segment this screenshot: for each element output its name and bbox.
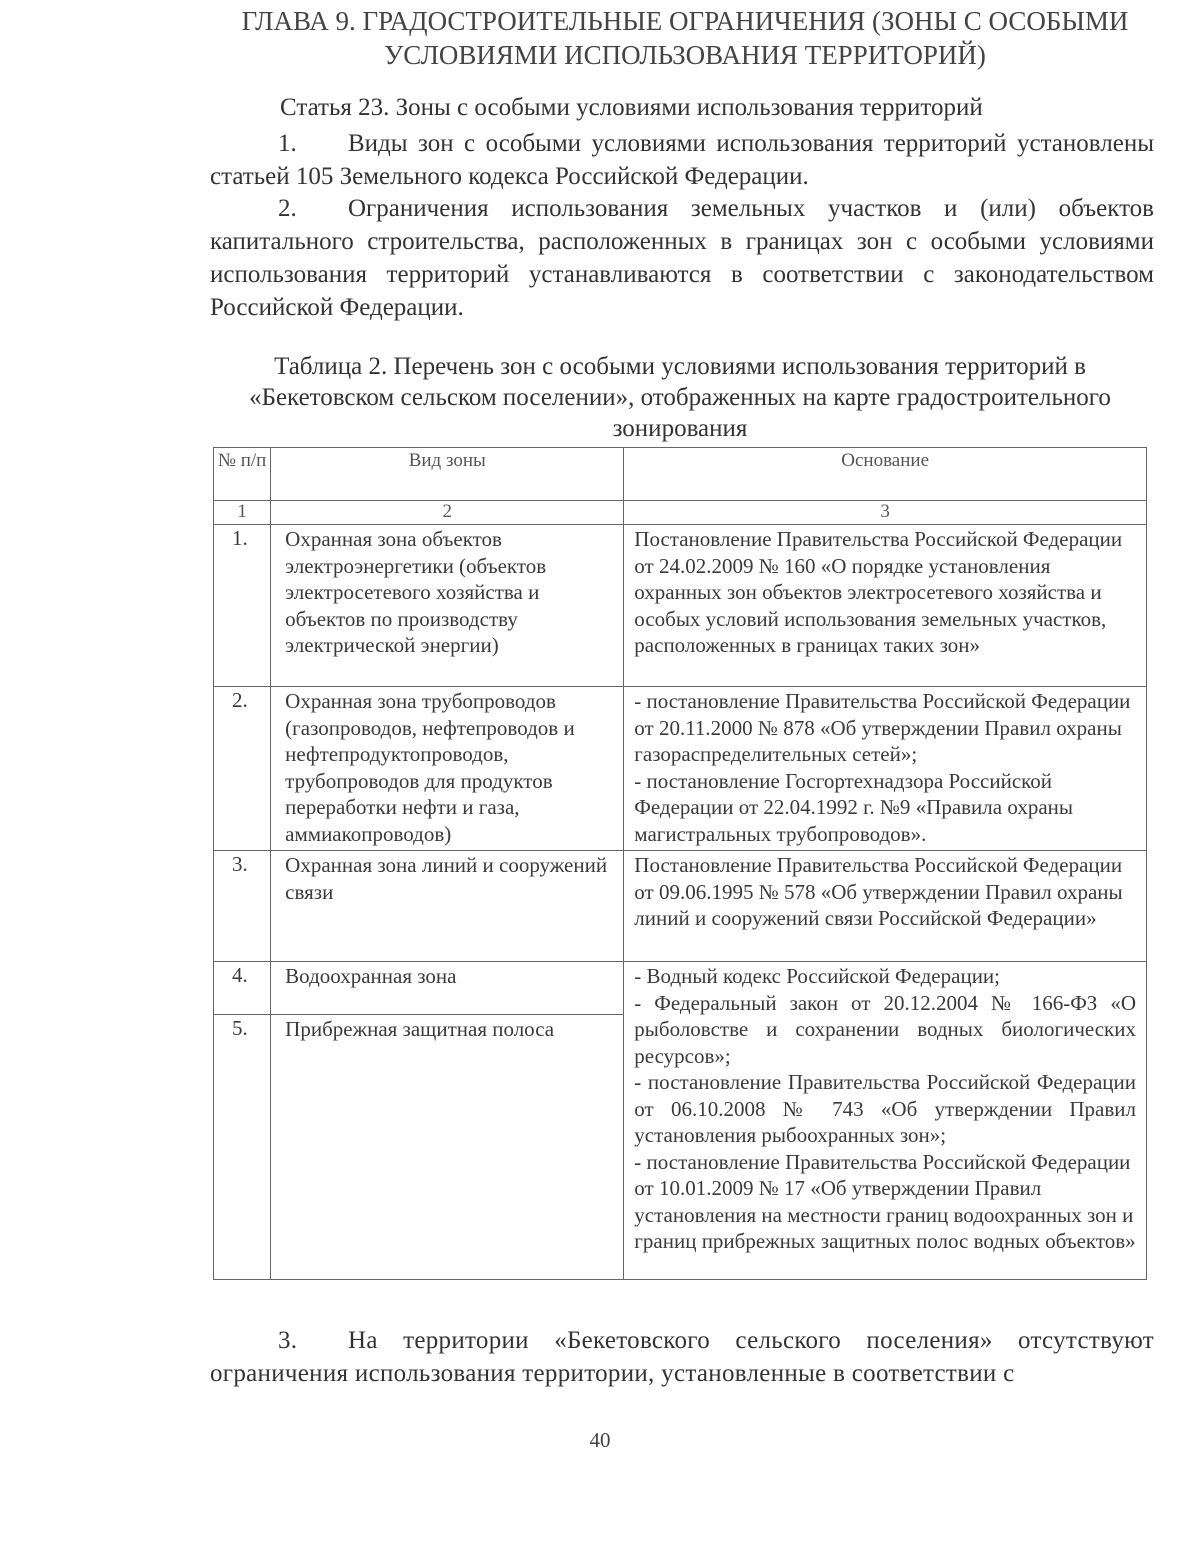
shared-basis-cell: [624, 962, 1147, 1280]
table-row: [214, 851, 1147, 962]
paragraph-2: [210, 192, 1154, 324]
paragraph-3: [210, 1324, 1154, 1390]
basis-line: - постановление Правительства Российской Федерации от 06.10.2008 № 743 «Об утверждении Правил установления рыбоохранных зон»;: [634, 1070, 1136, 1147]
chapter-title: ГЛАВА 9. ГРАДОСТРОИТЕЛЬНЫЕ ОГРАНИЧЕНИЯ (ЗОНЫ С ОСОБЫМИ УСЛОВИЯМИ ИСПОЛЬЗОВАНИЯ ТЕРРИТОРИЙ): [241, 6, 1129, 70]
header-number: № п/п: [214, 448, 271, 501]
column-number-row: [214, 501, 1147, 525]
zones-table: [213, 447, 1147, 1280]
paragraph-number: 2.: [278, 195, 297, 222]
table-row: [214, 687, 1147, 851]
paragraph-text: Ограничения использования земельных участков и (или) объектов капитального строительства, расположенных в границах зон с особыми условиями использования территорий устанавливаются в соответствии с законодательством Российской Федерации.: [210, 195, 1154, 321]
basis-line: - Водный кодекс Российской Федерации;: [634, 964, 1001, 988]
column-number: 1: [214, 501, 271, 525]
paragraph-1: [210, 127, 1154, 193]
paragraph-text: На территории «Бекетовского сельского поселения» отсутствуют ограничения использования территории, установленные в соответствии с: [210, 1327, 1154, 1387]
table-caption: Таблица 2. Перечень зон с особыми условиями использования территорий в «Бекетовском сельском поселении», отображенных на карте градостроительного зонирования: [249, 353, 1111, 442]
basis-line: - Федеральный закон от 20.12.2004 № 166-ФЗ «О рыболовстве и сохранении водных биологических ресурсов»;: [634, 990, 1136, 1068]
zone-type-cell: Охранная зона трубопроводов (газопроводов, нефтепроводов и нефтепродуктопроводов, трубопроводов для продуктов переработки нефти и газа, аммиакопроводов): [271, 687, 624, 851]
column-number: 3: [624, 501, 1147, 525]
column-number: 2: [271, 501, 624, 525]
row-number: 1.: [214, 525, 271, 687]
table-row: [214, 525, 1147, 687]
row-number: 2.: [214, 687, 271, 851]
row-number: 4.: [214, 962, 271, 1015]
basis-cell: Постановление Правительства Российской Федерации от 09.06.1995 № 578 «Об утверждении Правил охраны линий и сооружений связи Российской Федерации»: [624, 851, 1147, 962]
paragraph-number: 1.: [278, 130, 297, 157]
table-row: [214, 962, 1147, 1015]
basis-cell: - постановление Правительства Российской Федерации от 20.11.2000 № 878 «Об утверждении Правил охраны газораспределительных сетей»; - постановление Госгортехнадзора Российской Федерации от 22.04.1992 г. №9 «Правила охраны магистральных трубопроводов».: [624, 687, 1147, 851]
paragraph-number: 3.: [278, 1327, 298, 1354]
zone-type-cell: Водоохранная зона: [271, 962, 624, 1015]
row-number: 3.: [214, 851, 271, 962]
article-title: Статья 23. Зоны с особыми условиями использования территорий: [280, 94, 983, 121]
zone-type-cell: Охранная зона объектов электроэнергетики (объектов электросетевого хозяйства и объектов по производству электрической энергии): [271, 525, 624, 687]
row-number: 5.: [214, 1015, 271, 1280]
basis-line: - постановление Правительства Российской Федерации от 10.01.2009 № 17 «Об утверждении Правил установления на местности границ водоохранных зон и границ прибрежных защитных полос водных объектов»: [634, 1149, 1136, 1253]
header-basis: Основание: [624, 448, 1147, 501]
page-number: 40: [589, 1428, 611, 1452]
zone-type-cell: Охранная зона линий и сооружений связи: [271, 851, 624, 962]
zone-type-cell: Прибрежная защитная полоса: [271, 1015, 624, 1280]
paragraph-text: Виды зон с особыми условиями использования территорий установлены статьей 105 Земельного кодекса Российской Федерации.: [210, 130, 1154, 190]
header-zone-type: Вид зоны: [271, 448, 624, 501]
table-header-row: [214, 448, 1147, 501]
basis-cell: Постановление Правительства Российской Федерации от 24.02.2009 № 160 «О порядке установления охранных зон объектов электросетевого хозяйства и особых условий использования земельных участков, расположенных в границах таких зон»: [624, 525, 1147, 687]
